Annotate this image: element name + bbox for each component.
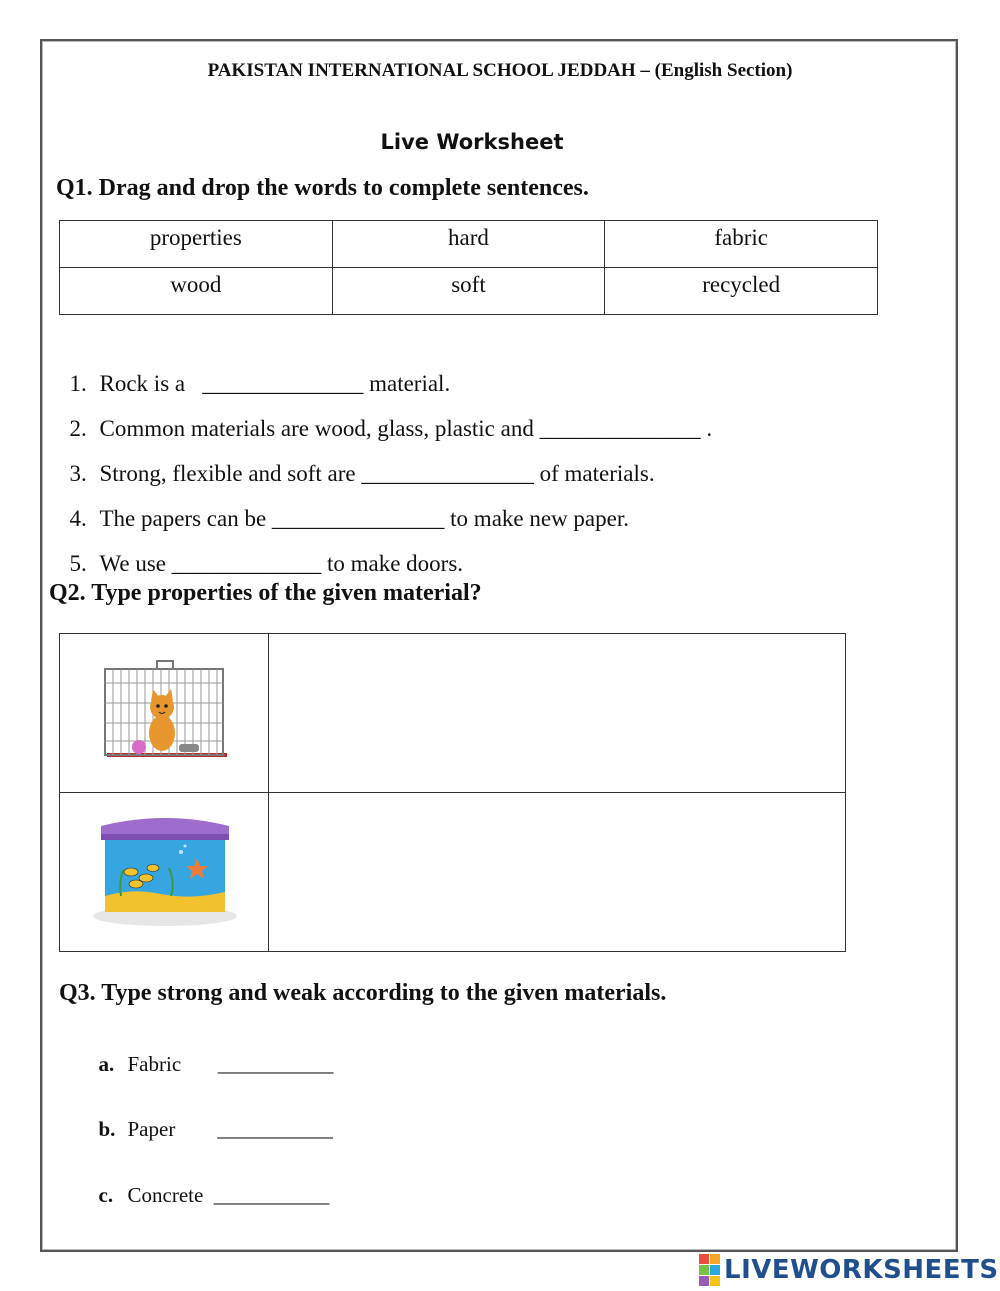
sentence-text[interactable]: Common materials are wood, glass, plastic and ______________ .: [99, 416, 713, 441]
item-letter: b.: [98, 1117, 116, 1141]
sentence-number: 5.: [69, 551, 87, 576]
material-answer-cell[interactable]: [269, 793, 846, 952]
sentence-number: 2.: [69, 416, 87, 441]
sentence-text[interactable]: We use _____________ to make doors.: [99, 551, 464, 576]
cat-in-cage-icon: [99, 659, 229, 763]
word-bank: [59, 220, 878, 315]
material-image-cell: [60, 793, 269, 952]
item-text[interactable]: Fabric ___________: [127, 1052, 334, 1076]
q3-heading: Q3. Type strong and weak according to the given materials.: [59, 980, 667, 1006]
word-bank-row: [60, 268, 878, 315]
word-tile[interactable]: properties: [60, 221, 333, 268]
q3-item-concrete: [88, 1158, 329, 1208]
word-tile[interactable]: soft: [332, 268, 605, 315]
word-tile[interactable]: fabric: [605, 221, 878, 268]
word-tile[interactable]: wood: [60, 268, 333, 315]
sentence-text[interactable]: Strong, flexible and soft are _______________ of materials.: [99, 461, 655, 486]
material-row: [60, 634, 846, 793]
word-tile[interactable]: recycled: [605, 268, 878, 315]
sentence-number: 3.: [69, 461, 87, 486]
worksheet-title: Live Worksheet: [380, 130, 564, 154]
item-text[interactable]: Paper ___________: [127, 1117, 333, 1141]
word-tile[interactable]: hard: [332, 221, 605, 268]
materials-table: [59, 633, 846, 952]
q1-heading: Q1. Drag and drop the words to complete sentences.: [56, 175, 589, 201]
sentence-number: 1.: [69, 371, 87, 396]
material-image-cell: [60, 634, 269, 793]
sentence-number: 4.: [69, 506, 87, 531]
material-row: [60, 793, 846, 952]
fish-aquarium-icon: [91, 812, 237, 928]
q3-item-paper: [88, 1092, 333, 1142]
word-bank-row: [60, 221, 878, 268]
material-answer-cell[interactable]: [269, 634, 846, 793]
item-letter: c.: [98, 1183, 114, 1207]
school-name: PAKISTAN INTERNATIONAL SCHOOL JEDDAH – (English Section): [207, 60, 793, 81]
sentence-5: [58, 525, 463, 577]
liveworksheets-logo: [699, 1254, 999, 1286]
item-letter: a.: [98, 1052, 115, 1076]
q2-heading: Q2. Type properties of the given material?: [49, 580, 482, 606]
sentence-text[interactable]: Rock is a ______________ material.: [99, 371, 451, 396]
liveworksheets-logo-icon: [699, 1254, 720, 1286]
logo-text: LIVEWORKSHEETS: [724, 1255, 999, 1285]
item-text[interactable]: Concrete ___________: [127, 1183, 330, 1207]
q3-item-fabric: [88, 1027, 333, 1077]
sentence-text[interactable]: The papers can be _______________ to make new paper.: [99, 506, 629, 531]
